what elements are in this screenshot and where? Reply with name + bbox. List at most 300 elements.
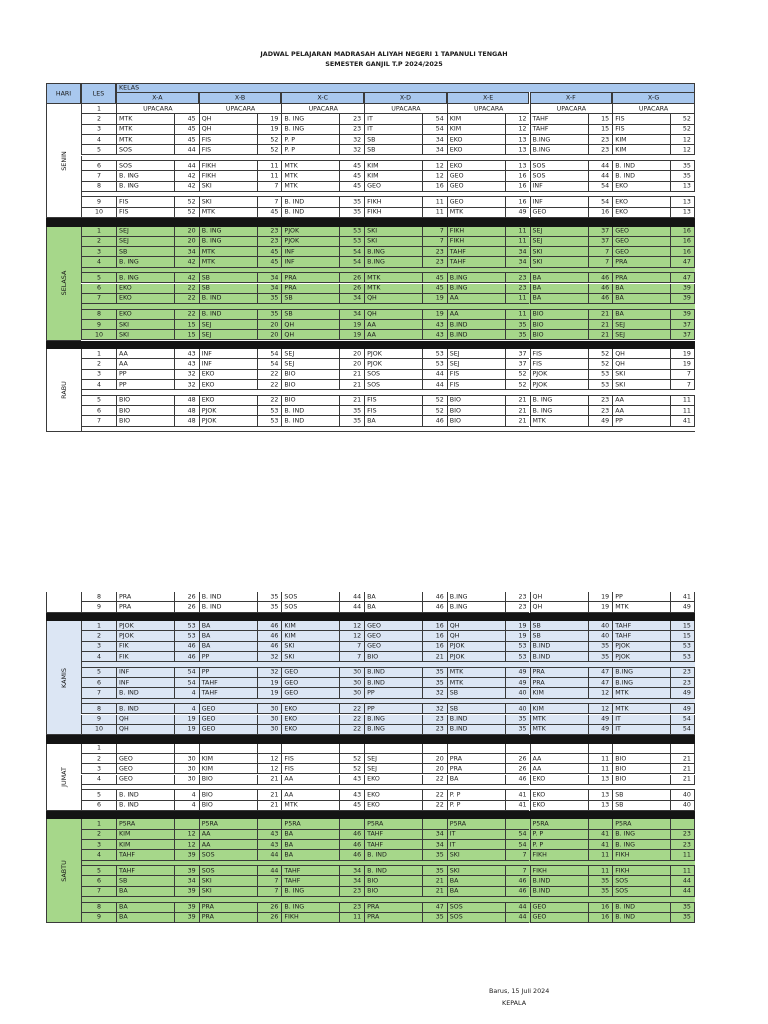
les-number xyxy=(81,310,116,320)
header-class-x-a xyxy=(116,92,199,104)
teacher-code-cell-text: 21 xyxy=(518,417,527,425)
subject-cell-text: B.ING xyxy=(367,715,385,723)
subject-cell xyxy=(116,257,174,267)
teacher-code-cell xyxy=(257,273,282,283)
teacher-code-cell xyxy=(670,349,695,359)
teacher-code-cell xyxy=(339,370,364,380)
subject-cell xyxy=(447,652,505,662)
teacher-code-cell xyxy=(670,416,695,426)
teacher-code-cell-text: 45 xyxy=(353,801,362,809)
subject-cell-text: INF xyxy=(284,258,295,266)
teacher-code-cell-text: 19 xyxy=(187,715,196,723)
teacher-code-cell-text: 46 xyxy=(187,642,196,650)
subject-cell-text: SB xyxy=(367,136,376,144)
subject-cell-text: SKI xyxy=(284,653,295,661)
les-number xyxy=(81,161,116,171)
schedule-table-part-1 xyxy=(46,83,695,485)
teacher-code-cell-text: 39 xyxy=(187,867,196,875)
teacher-code-cell-text: 45 xyxy=(187,136,196,144)
subject-cell-text: PRA xyxy=(615,258,628,266)
day-separator-bar xyxy=(46,218,695,227)
teacher-code-cell-text: 21 xyxy=(435,653,444,661)
les-number-text: 5 xyxy=(96,668,101,676)
teacher-code-cell xyxy=(588,247,613,257)
subject-cell-text: SOS xyxy=(119,162,132,170)
les-number-text: 5 xyxy=(96,396,101,404)
teacher-code-cell xyxy=(505,294,530,304)
table-row xyxy=(46,668,695,678)
subject-cell-text: B. IND xyxy=(201,294,222,302)
subject-cell-text: BA xyxy=(201,632,211,640)
teacher-code-cell-text: 26 xyxy=(518,755,527,763)
subject-cell-text: B. ING xyxy=(532,407,553,415)
subject-cell-text: PRA xyxy=(119,603,132,611)
teacher-code-cell xyxy=(505,744,530,754)
subject-cell xyxy=(199,775,257,785)
subject-cell-text: EKO xyxy=(284,705,298,713)
table-row xyxy=(46,161,695,171)
subject-cell xyxy=(364,850,422,860)
teacher-code-cell-text: 52 xyxy=(353,755,362,763)
teacher-code-cell-text: 53 xyxy=(270,407,279,415)
subject-cell-text: SB xyxy=(615,801,624,809)
teacher-code-cell-text: 42 xyxy=(187,172,196,180)
subject-cell-text: KIM xyxy=(532,689,544,697)
teacher-code-cell-text: 46 xyxy=(518,887,527,895)
teacher-code-cell xyxy=(422,247,447,257)
subject-cell xyxy=(612,145,670,155)
subject-cell-text: MTK xyxy=(449,679,464,687)
subject-cell-text: BA xyxy=(284,851,294,859)
subject-cell xyxy=(281,370,339,380)
subject-cell-text: GEO xyxy=(201,705,216,713)
teacher-code-cell-text: 23 xyxy=(682,841,691,849)
subject-cell xyxy=(447,247,505,257)
les-number-text: 9 xyxy=(96,321,101,329)
teacher-code-cell xyxy=(174,642,199,652)
teacher-code-cell xyxy=(339,678,364,688)
teacher-code-cell xyxy=(339,602,364,612)
teacher-code-cell xyxy=(670,903,695,913)
table-row xyxy=(46,370,695,380)
teacher-code-cell xyxy=(588,320,613,330)
les-number xyxy=(81,227,116,237)
subject-cell xyxy=(116,161,174,171)
subject-cell xyxy=(364,688,422,698)
subject-cell-text: SB xyxy=(284,294,293,302)
teacher-code-cell-text: 13 xyxy=(682,208,691,216)
teacher-code-cell-text: 19 xyxy=(518,622,527,630)
subject-cell xyxy=(364,406,422,416)
teacher-code-cell-text: 22 xyxy=(435,775,444,783)
teacher-code-cell-text: 22 xyxy=(435,791,444,799)
teacher-code-cell-text: 15 xyxy=(601,115,610,123)
teacher-code-cell-text: 20 xyxy=(435,765,444,773)
teacher-code-cell-text: 7 xyxy=(522,867,527,875)
teacher-code-cell-text: 43 xyxy=(353,775,362,783)
teacher-code-cell xyxy=(588,819,613,829)
subject-cell xyxy=(612,257,670,267)
subject-cell-text: GEO xyxy=(284,668,299,676)
teacher-code-cell xyxy=(422,876,447,886)
teacher-code-cell xyxy=(588,330,613,340)
subject-cell xyxy=(364,592,422,602)
teacher-code-cell xyxy=(257,359,282,369)
les-number-text: 5 xyxy=(96,146,101,154)
subject-cell-text: PRA xyxy=(449,755,463,763)
teacher-code-cell xyxy=(257,197,282,207)
teacher-code-cell xyxy=(339,135,364,145)
subject-cell xyxy=(530,715,588,725)
teacher-code-cell xyxy=(588,135,613,145)
ceremony-cell-text: UPACARA xyxy=(308,105,338,113)
subject-cell-text: B.IND xyxy=(449,331,468,339)
subject-cell xyxy=(447,790,505,800)
subject-cell xyxy=(199,330,257,340)
subject-cell xyxy=(612,182,670,192)
teacher-code-cell xyxy=(422,688,447,698)
teacher-code-cell xyxy=(174,621,199,631)
subject-cell xyxy=(612,754,670,764)
teacher-code-cell-text: 21 xyxy=(601,331,610,339)
teacher-code-cell xyxy=(505,416,530,426)
teacher-code-cell xyxy=(505,257,530,267)
subject-cell xyxy=(281,592,339,602)
teacher-code-cell-text: 53 xyxy=(518,642,527,650)
subject-cell-text: BIO xyxy=(284,381,296,389)
table-row xyxy=(46,135,695,145)
teacher-code-cell xyxy=(257,416,282,426)
subject-cell xyxy=(199,320,257,330)
teacher-code-cell-text: 52 xyxy=(682,125,691,133)
teacher-code-cell-text: 53 xyxy=(435,360,444,368)
subject-cell-text: P5RA xyxy=(119,820,136,828)
teacher-code-cell-text: 19 xyxy=(601,603,610,611)
subject-cell xyxy=(116,370,174,380)
subject-cell xyxy=(281,652,339,662)
teacher-code-cell xyxy=(174,294,199,304)
teacher-code-cell-text: 41 xyxy=(601,841,610,849)
teacher-code-cell-text: 46 xyxy=(270,622,279,630)
teacher-code-cell-text: 30 xyxy=(353,689,362,697)
subject-cell-text: SEJ xyxy=(284,350,295,358)
teacher-code-cell-text: 45 xyxy=(270,248,279,256)
subject-cell xyxy=(116,182,174,192)
teacher-code-cell-text: 52 xyxy=(270,146,279,154)
subject-cell xyxy=(116,744,174,754)
subject-cell xyxy=(612,125,670,135)
teacher-code-cell xyxy=(670,602,695,612)
les-number xyxy=(81,406,116,416)
subject-cell xyxy=(199,416,257,426)
teacher-code-cell xyxy=(670,247,695,257)
teacher-code-cell xyxy=(670,197,695,207)
teacher-code-cell-text: 49 xyxy=(601,715,610,723)
teacher-code-cell-text: 49 xyxy=(518,679,527,687)
teacher-code-cell xyxy=(257,161,282,171)
subject-cell xyxy=(199,247,257,257)
teacher-code-cell xyxy=(588,642,613,652)
teacher-code-cell-text: 12 xyxy=(187,841,196,849)
subject-cell-text: KIM xyxy=(284,622,296,630)
teacher-code-cell-text: 23 xyxy=(435,725,444,733)
teacher-code-cell-text: 30 xyxy=(270,715,279,723)
subject-cell-text: BA xyxy=(201,642,211,650)
table-row xyxy=(46,775,695,785)
teacher-code-cell-text: 12 xyxy=(518,125,527,133)
les-number-text: 7 xyxy=(96,172,101,180)
teacher-code-cell xyxy=(505,592,530,602)
teacher-code-cell xyxy=(670,764,695,774)
teacher-code-cell-text: 16 xyxy=(518,172,527,180)
subject-cell-text: SOS xyxy=(119,146,132,154)
les-number-text: 1 xyxy=(96,105,101,113)
teacher-code-cell-text: 21 xyxy=(435,887,444,895)
teacher-code-cell xyxy=(257,370,282,380)
teacher-code-cell-text: 49 xyxy=(518,668,527,676)
subject-cell-text: TAHF xyxy=(449,248,466,256)
subject-cell-text: PP xyxy=(367,705,375,713)
teacher-code-cell xyxy=(588,621,613,631)
teacher-code-cell-text: 42 xyxy=(187,258,196,266)
teacher-code-cell-text: 49 xyxy=(601,725,610,733)
teacher-code-cell xyxy=(257,744,282,754)
teacher-code-cell-text: 54 xyxy=(435,125,444,133)
teacher-code-cell xyxy=(422,866,447,876)
teacher-code-cell xyxy=(339,273,364,283)
teacher-code-cell-text: 52 xyxy=(435,396,444,404)
les-number xyxy=(81,273,116,283)
teacher-code-cell xyxy=(422,145,447,155)
teacher-code-cell xyxy=(422,819,447,829)
teacher-code-cell-text: 11 xyxy=(518,237,527,245)
subject-cell-text: B.ING xyxy=(367,258,385,266)
les-number-text: 4 xyxy=(96,851,101,859)
subject-cell xyxy=(199,652,257,662)
teacher-code-cell-text: 35 xyxy=(435,867,444,875)
teacher-code-cell-text: 7 xyxy=(522,851,527,859)
subject-cell xyxy=(447,406,505,416)
teacher-code-cell-text: 41 xyxy=(518,801,527,809)
subject-cell xyxy=(199,294,257,304)
subject-cell-text: SEJ xyxy=(449,360,460,368)
teacher-code-cell xyxy=(257,284,282,294)
subject-cell xyxy=(281,668,339,678)
subject-cell-text: B. IND xyxy=(615,913,635,921)
ceremony-cell-text: UPACARA xyxy=(391,105,421,113)
teacher-code-cell xyxy=(174,592,199,602)
subject-cell xyxy=(612,359,670,369)
teacher-code-cell xyxy=(670,704,695,714)
table-row xyxy=(46,227,695,237)
teacher-code-cell xyxy=(588,370,613,380)
teacher-code-cell-text: 54 xyxy=(353,258,362,266)
subject-cell xyxy=(116,775,174,785)
teacher-code-cell xyxy=(422,416,447,426)
teacher-code-cell-text: 12 xyxy=(682,146,691,154)
subject-cell-text: GEO xyxy=(201,725,216,733)
subject-cell xyxy=(612,631,670,641)
subject-cell-text: TAHF xyxy=(615,622,632,630)
teacher-code-cell-text: 39 xyxy=(187,913,196,921)
subject-cell-text: TAHF xyxy=(532,115,549,123)
subject-cell-text: B.ING xyxy=(367,725,385,733)
subject-cell xyxy=(364,887,422,897)
subject-cell-text: B. IND xyxy=(201,603,222,611)
teacher-code-cell xyxy=(505,913,530,923)
les-number-text: 2 xyxy=(96,237,101,245)
subject-cell-text: MTK xyxy=(119,136,133,144)
subject-cell xyxy=(199,790,257,800)
teacher-code-cell xyxy=(588,171,613,181)
teacher-code-cell xyxy=(339,247,364,257)
subject-cell xyxy=(199,764,257,774)
teacher-code-cell-text: 49 xyxy=(601,417,610,425)
teacher-code-cell-text: 47 xyxy=(601,668,610,676)
les-number-text: 10 xyxy=(94,331,103,339)
teacher-code-cell-text: 7 xyxy=(686,381,691,389)
teacher-code-cell xyxy=(670,310,695,320)
subject-cell xyxy=(116,592,174,602)
teacher-code-cell-text: 53 xyxy=(270,417,279,425)
teacher-code-cell xyxy=(505,715,530,725)
teacher-code-cell xyxy=(670,715,695,725)
subject-cell xyxy=(530,257,588,267)
teacher-code-cell xyxy=(422,320,447,330)
teacher-code-cell xyxy=(339,182,364,192)
subject-cell xyxy=(199,642,257,652)
teacher-code-cell-text: 37 xyxy=(682,321,691,329)
subject-cell-text: BA xyxy=(119,887,128,895)
subject-cell xyxy=(447,602,505,612)
les-number-text: 1 xyxy=(96,820,101,828)
subject-cell xyxy=(364,208,422,218)
subject-cell xyxy=(199,754,257,764)
subject-cell xyxy=(199,715,257,725)
subject-cell xyxy=(530,866,588,876)
teacher-code-cell xyxy=(588,237,613,247)
subject-cell xyxy=(447,135,505,145)
les-number xyxy=(81,370,116,380)
subject-cell-text: BA xyxy=(532,294,542,302)
teacher-code-cell xyxy=(339,396,364,406)
subject-cell-text: PRA xyxy=(119,593,132,601)
teacher-code-cell-text: 12 xyxy=(353,622,362,630)
teacher-code-cell-text: 49 xyxy=(518,208,527,216)
subject-cell xyxy=(612,161,670,171)
teacher-code-cell xyxy=(422,359,447,369)
subject-cell-text: AA xyxy=(615,407,624,415)
teacher-code-cell xyxy=(257,850,282,860)
teacher-code-cell xyxy=(588,775,613,785)
teacher-code-cell xyxy=(505,396,530,406)
teacher-code-cell xyxy=(257,715,282,725)
subject-cell-text: SOS xyxy=(615,877,629,885)
subject-cell xyxy=(199,830,257,840)
subject-cell xyxy=(530,406,588,416)
table-row xyxy=(46,592,695,602)
teacher-code-cell xyxy=(588,790,613,800)
teacher-code-cell xyxy=(670,273,695,283)
teacher-code-cell xyxy=(174,330,199,340)
teacher-code-cell-text: 43 xyxy=(353,791,362,799)
teacher-code-cell xyxy=(257,396,282,406)
teacher-code-cell xyxy=(670,592,695,602)
teacher-code-cell xyxy=(505,903,530,913)
subject-cell xyxy=(281,396,339,406)
teacher-code-cell-text: 11 xyxy=(353,913,362,921)
teacher-code-cell-text: 34 xyxy=(435,136,444,144)
les-number-text: 8 xyxy=(96,310,101,318)
subject-cell xyxy=(281,850,339,860)
subject-cell xyxy=(530,370,588,380)
teacher-code-cell-text: 52 xyxy=(518,381,527,389)
subject-cell xyxy=(116,652,174,662)
subject-cell-text: GEO xyxy=(119,755,133,763)
teacher-code-cell xyxy=(588,284,613,294)
subject-cell-text: AA xyxy=(119,360,128,368)
teacher-code-cell-text: 34 xyxy=(435,830,444,838)
teacher-code-cell-text: 32 xyxy=(187,381,196,389)
les-number-text: 7 xyxy=(96,689,101,697)
teacher-code-cell xyxy=(505,866,530,876)
subject-cell-text: AA xyxy=(201,830,211,838)
teacher-code-cell xyxy=(422,678,447,688)
subject-cell-text: QH xyxy=(119,725,129,733)
subject-cell-text: SOS xyxy=(532,162,546,170)
teacher-code-cell-text: 46 xyxy=(435,603,444,611)
teacher-code-cell-text: 16 xyxy=(682,248,691,256)
teacher-code-cell xyxy=(257,208,282,218)
subject-cell xyxy=(447,819,505,829)
subject-cell-text: GEO xyxy=(532,208,547,216)
teacher-code-cell xyxy=(339,161,364,171)
teacher-code-cell-text: 32 xyxy=(435,689,444,697)
subject-cell xyxy=(447,125,505,135)
subject-cell xyxy=(612,819,670,829)
teacher-code-cell-text: 20 xyxy=(187,227,196,235)
subject-cell xyxy=(447,416,505,426)
subject-cell-text: BIO xyxy=(367,877,379,885)
subject-cell-text: B. IND xyxy=(284,208,305,216)
teacher-code-cell xyxy=(257,903,282,913)
teacher-code-cell-text: 32 xyxy=(353,136,362,144)
subject-cell xyxy=(364,764,422,774)
teacher-code-cell xyxy=(670,840,695,850)
teacher-code-cell-text: 21 xyxy=(270,775,279,783)
subject-cell xyxy=(612,830,670,840)
subject-cell-text: BIO xyxy=(367,653,379,661)
teacher-code-cell-text: 13 xyxy=(518,136,527,144)
teacher-code-cell-text: 46 xyxy=(270,642,279,650)
subject-cell xyxy=(530,135,588,145)
subject-cell xyxy=(364,294,422,304)
teacher-code-cell xyxy=(174,197,199,207)
teacher-code-cell xyxy=(339,754,364,764)
teacher-code-cell xyxy=(670,754,695,764)
teacher-code-cell xyxy=(422,887,447,897)
subject-cell-text: QH xyxy=(367,310,377,318)
subject-cell xyxy=(530,819,588,829)
teacher-code-cell-text: 20 xyxy=(353,350,362,358)
teacher-code-cell xyxy=(670,688,695,698)
teacher-code-cell xyxy=(339,237,364,247)
subject-cell-text: SEJ xyxy=(615,331,626,339)
subject-cell xyxy=(530,775,588,785)
subject-cell-text: B. ING xyxy=(201,237,222,245)
subject-cell xyxy=(199,850,257,860)
teacher-code-cell xyxy=(174,775,199,785)
